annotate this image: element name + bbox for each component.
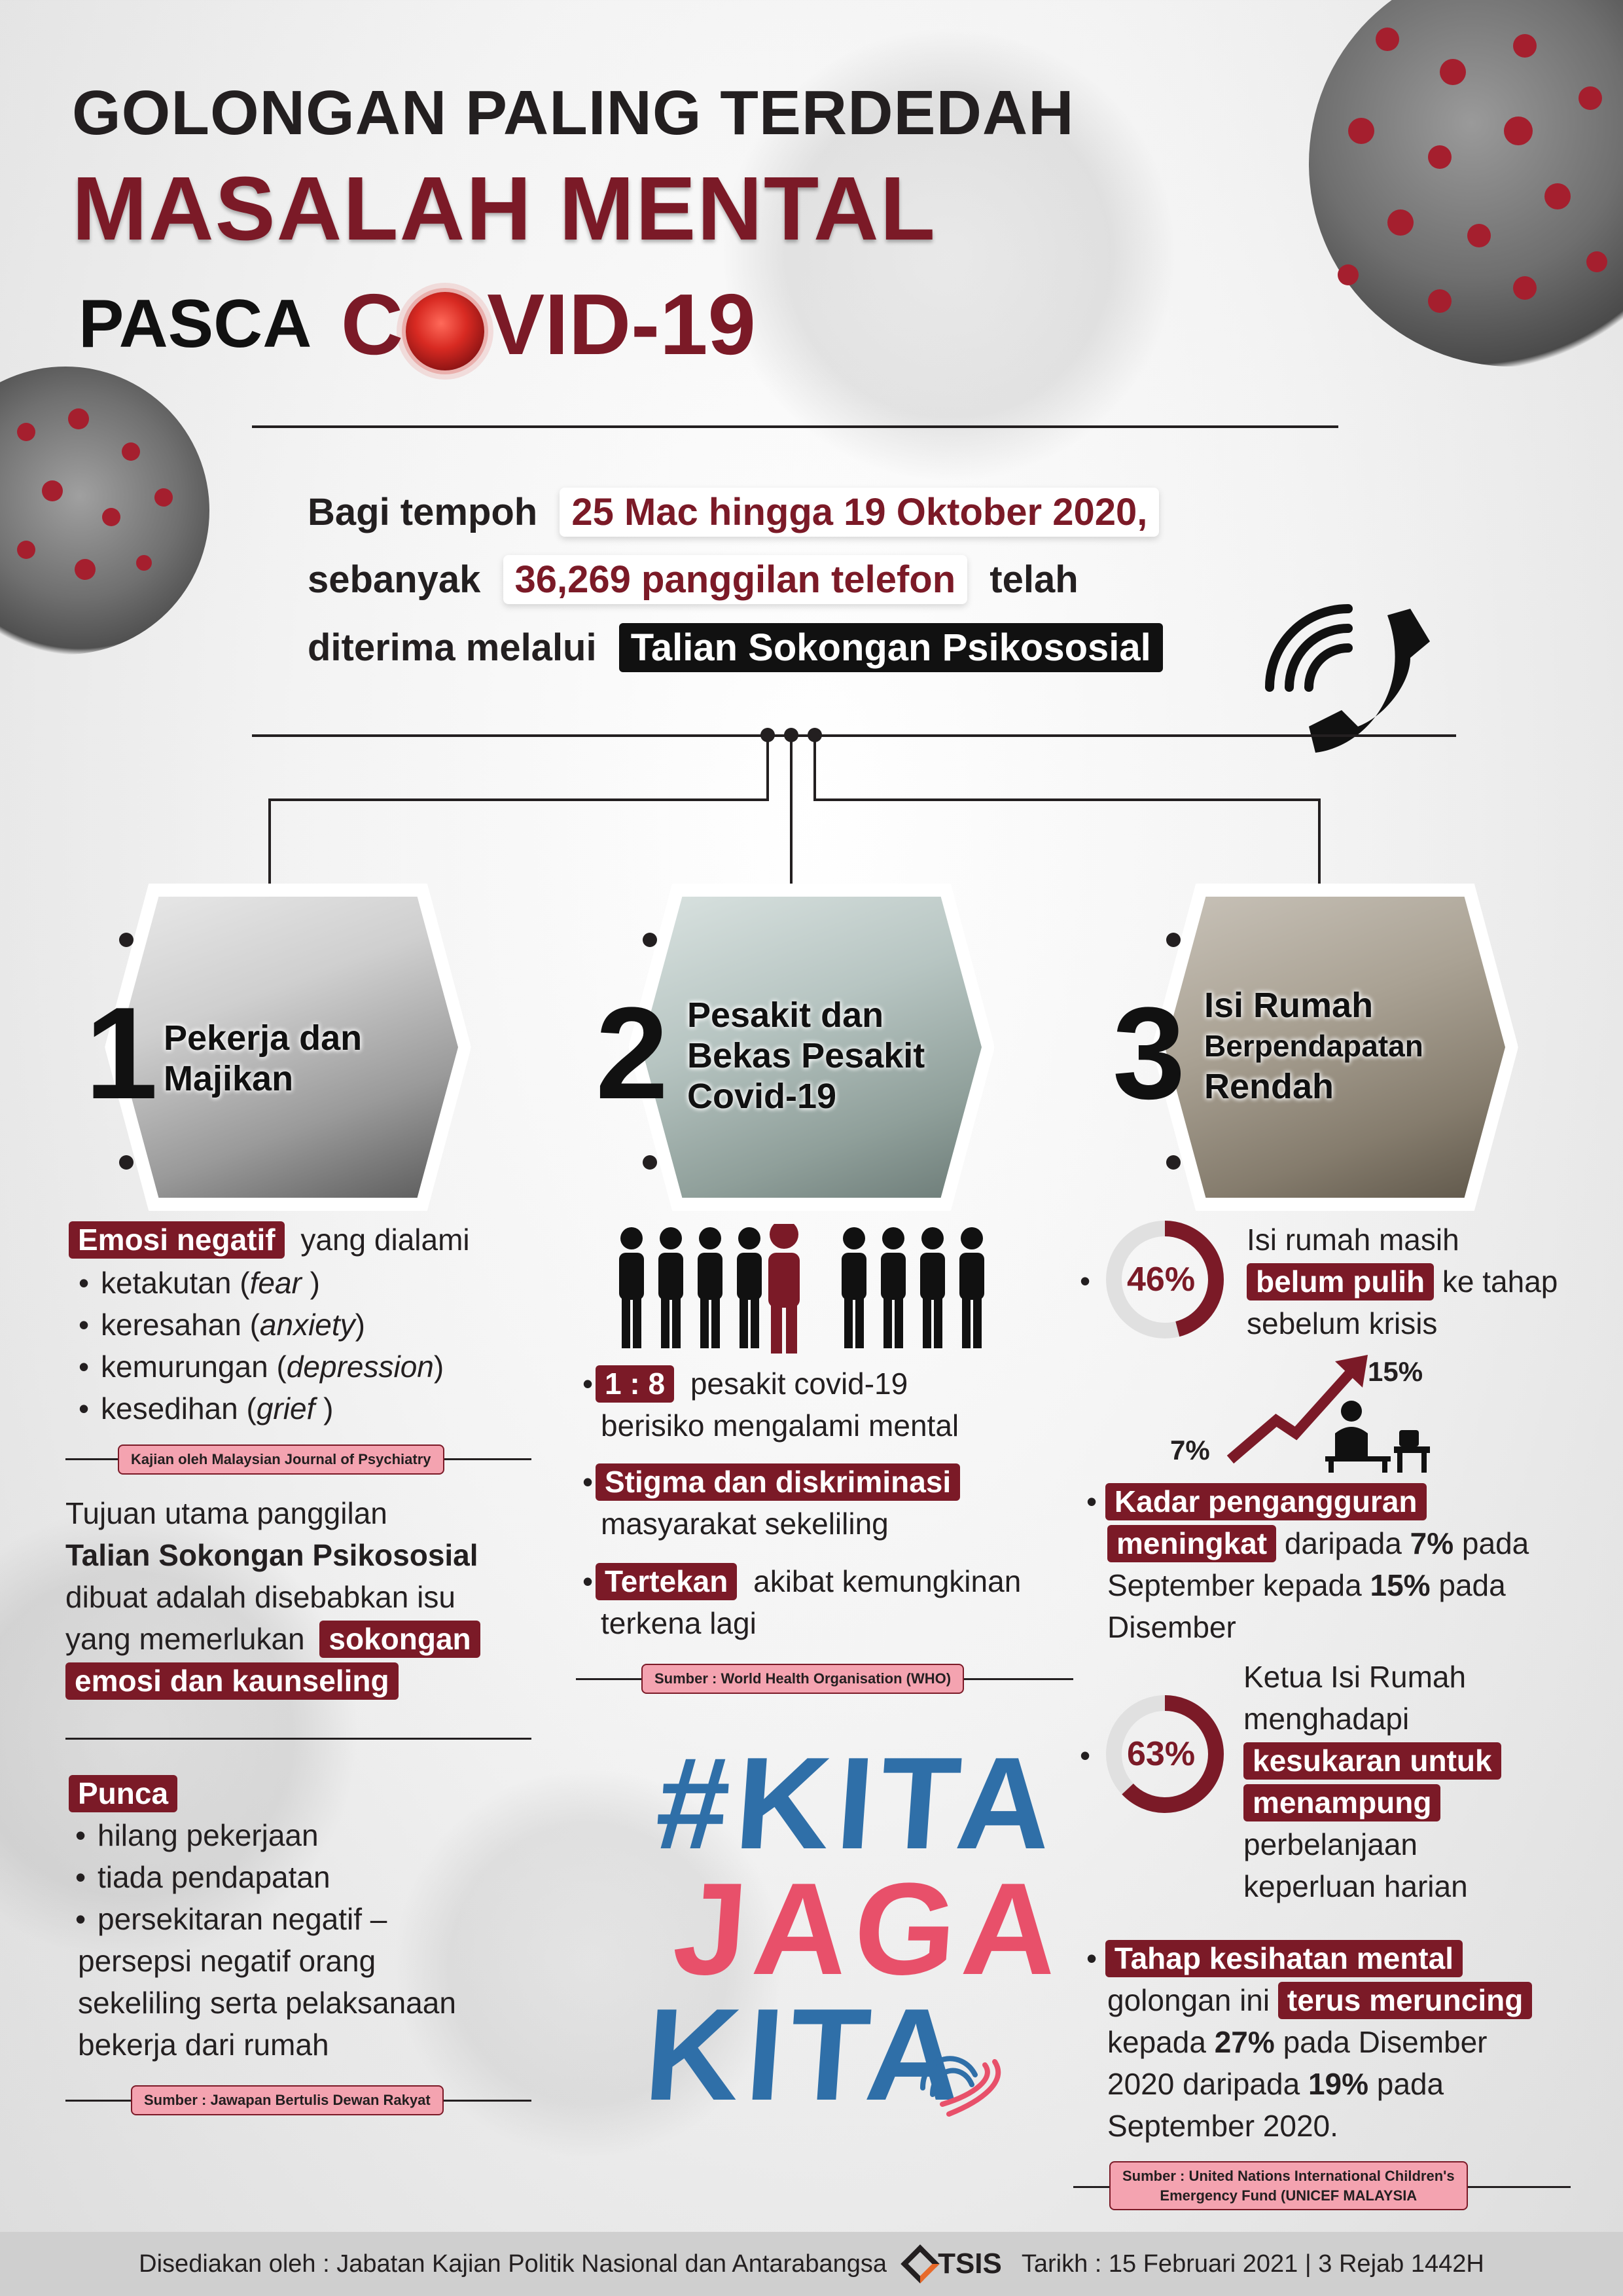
col3-mental-l2-pre: kepada xyxy=(1107,2025,1206,2059)
col3-mental-pct1: 27% xyxy=(1214,2025,1275,2059)
category-2-label-b: Bekas Pesakit xyxy=(687,1036,925,1075)
col3-mental-tag2: terus meruncing xyxy=(1278,1982,1532,2019)
virus-spikes-top-right xyxy=(1309,0,1623,393)
col3-source-tag xyxy=(1109,2161,1468,2210)
intro-text-3: telah xyxy=(990,558,1079,601)
col3-stat1 xyxy=(1247,1219,1558,1344)
category-1-dot-bottom xyxy=(119,1155,134,1170)
col1-divider xyxy=(65,1738,531,1740)
col3-unemp-l2: September kepada xyxy=(1107,1568,1362,1602)
people-icon xyxy=(615,1224,995,1355)
category-2-dot-bottom xyxy=(643,1155,657,1170)
col3-mental-tag1: Tahap kesihatan mental xyxy=(1105,1940,1463,1977)
footer-bar xyxy=(0,2232,1623,2296)
col1-emotion-list xyxy=(72,1262,444,1429)
category-3-label-b: Berpendapatan xyxy=(1204,1029,1423,1063)
col2-tertekan-l2: terkena lagi xyxy=(601,1606,757,1640)
category-2-number: 2 xyxy=(596,980,669,1126)
col1-emotion-item: • ketakutan (fear ) xyxy=(72,1262,444,1304)
phone-icon xyxy=(1250,589,1446,785)
col2-ratio-l1: pesakit covid-19 xyxy=(690,1367,908,1401)
category-2-label-a: Pesakit dan xyxy=(687,996,884,1035)
col3-stat1-l1: Isi rumah masih xyxy=(1247,1223,1459,1257)
intro-period: 25 Mac hingga 19 Oktober 2020, xyxy=(560,488,1159,537)
col2-stigma-l2: masyarakat sekeliling xyxy=(601,1507,889,1541)
col1-purpose-l5-row xyxy=(65,1660,480,1702)
intro-text-2: sebanyak xyxy=(308,558,481,601)
col3-source xyxy=(1109,2161,1468,2210)
col3-source-l2: Emergency Fund (UNICEF MALAYSIA xyxy=(1160,2187,1418,2204)
intro-line-1 xyxy=(308,488,1159,537)
intro-hotline: Talian Sokongan Psikososial xyxy=(619,623,1163,672)
col1-source2-tag: Sumber : Jawapan Bertulis Dewan Rakyat xyxy=(131,2085,444,2115)
category-3-label xyxy=(1204,985,1423,1107)
col3-stat1-tag: belum pulih xyxy=(1247,1263,1434,1300)
col3-unemp: • Kadar pengangguran meningkat daripada 7% pada September kepada 15% pada Disember xyxy=(1086,1480,1529,1648)
intro-calls: 36,269 panggilan telefon xyxy=(503,555,968,604)
col3-source-l1: Sumber : United Nations International Children's xyxy=(1122,2168,1455,2184)
col1-purpose-tag2: emosi dan kaunseling xyxy=(65,1662,399,1700)
title-covid-c: C xyxy=(340,276,404,372)
category-1-label xyxy=(164,1018,362,1099)
donut-63-value: 63% xyxy=(1127,1735,1196,1773)
title-line-3 xyxy=(79,275,756,372)
col3-stat2-tag2: menampung xyxy=(1243,1784,1440,1821)
col3-unemp-pct2: 15% xyxy=(1370,1568,1431,1602)
col1-purpose-l2: Talian Sokongan Psikososial xyxy=(65,1538,478,1572)
title-divider xyxy=(252,425,1338,428)
col1-purpose-l3: dibuat adalah disebabkan isu xyxy=(65,1580,455,1614)
category-3-label-a: Isi Rumah xyxy=(1204,986,1374,1025)
col1-emotion-item: • kemurungan (depression) xyxy=(72,1346,444,1388)
col2-tertekan xyxy=(576,1560,1021,1644)
tree-dot-1 xyxy=(760,728,775,742)
col3-stat1-l2: ke tahap xyxy=(1442,1265,1558,1299)
category-2-label xyxy=(687,995,925,1117)
col3-mental-l2-post: pada Disember xyxy=(1283,2025,1488,2059)
col1-emosi-tag: Emosi negatif xyxy=(69,1221,285,1259)
category-2-label-c: Covid-19 xyxy=(687,1077,837,1116)
col1-source1 xyxy=(118,1444,444,1475)
col3-unemp-pct1: 7% xyxy=(1410,1526,1454,1560)
category-1-label-b: Majikan xyxy=(164,1059,294,1098)
col1-punca-cont: bekerja dari rumah xyxy=(78,2028,329,2062)
title-covid xyxy=(341,276,756,372)
col1-emotion-item: • kesedihan (grief ) xyxy=(72,1388,444,1429)
col1-emotion-item: • keresahan (anxiety) xyxy=(72,1304,444,1346)
col2-source-tag: Sumber : World Health Organisation (WHO) xyxy=(641,1664,964,1694)
col3-mental-l1: golongan ini xyxy=(1107,1983,1270,2017)
col3-stat2-l2: menghadapi xyxy=(1243,1702,1410,1736)
footer-prepared: Disediakan oleh : Jabatan Kajian Politik Nasional dan Antarabangsa xyxy=(139,2250,887,2278)
col3-stat1-l3: sebelum krisis xyxy=(1247,1306,1438,1340)
donut-46-value: 46% xyxy=(1127,1261,1196,1299)
intro-text-4: diterima melalui xyxy=(308,626,597,669)
col1-purpose-l4-row xyxy=(65,1618,480,1660)
category-1-label-a: Pekerja dan xyxy=(164,1018,363,1058)
col1-emosi-rest: yang dialami xyxy=(300,1223,470,1257)
col3-stat2-l1: Ketua Isi Rumah xyxy=(1243,1660,1467,1694)
title-line-2: MASALAH MENTAL xyxy=(72,158,936,259)
intro-line-3 xyxy=(308,623,1163,672)
footer-logo-text: TSIS xyxy=(938,2248,1002,2280)
col3-mental-pct2: 19% xyxy=(1308,2067,1369,2101)
category-1-number: 1 xyxy=(85,980,158,1126)
category-1-dot-top xyxy=(119,933,134,947)
col3-stat2-l3: perbelanjaan xyxy=(1243,1827,1418,1861)
category-3-dot-bottom xyxy=(1166,1155,1181,1170)
jobless-person-icon xyxy=(1322,1394,1433,1473)
col3-mental: • Tahap kesihatan mental golongan ini terus meruncing kepada 27% pada Disember 2020 daripada 19% pada September 2020. xyxy=(1086,1937,1532,2147)
col1-punca-item: • persekitaran negatif – xyxy=(69,1898,456,1940)
col3-stat2 xyxy=(1243,1656,1501,1907)
col2-tertekan-tag: Tertekan xyxy=(596,1563,737,1600)
trend-low-label: 7% xyxy=(1170,1435,1210,1465)
col1-purpose xyxy=(65,1492,480,1702)
col2-ratio-tag: 1 : 8 xyxy=(596,1365,674,1403)
tsis-logo-icon xyxy=(901,2244,939,2283)
col3-unemp-l1: daripada xyxy=(1284,1526,1402,1560)
col1-source2 xyxy=(131,2085,444,2115)
title-pasca: PASCA xyxy=(79,286,312,362)
col2-source xyxy=(641,1664,964,1694)
col1-punca-item: • hilang pekerjaan xyxy=(69,1814,456,1856)
footer-date: Tarikh : 15 Februari 2021 | 3 Rejab 1442H xyxy=(1021,2250,1484,2278)
virus-o-icon xyxy=(406,292,484,370)
hashtag-line-2: JAGA xyxy=(669,1856,1069,2002)
col3-mental-l3-pre: 2020 daripada xyxy=(1107,2067,1300,2101)
col3-mental-l3-post: pada xyxy=(1376,2067,1444,2101)
col3-unemp-tag2: meningkat xyxy=(1107,1525,1276,1562)
col3-mental-l4: September 2020. xyxy=(1107,2109,1338,2143)
hashtag-line-1: #KITA xyxy=(651,1731,1063,1876)
col1-punca xyxy=(69,1772,456,2066)
col2-tertekan-l1: akibat kemungkinan xyxy=(753,1564,1022,1598)
col1-source1-tag: Kajian oleh Malaysian Journal of Psychiatry xyxy=(118,1444,444,1475)
col3-stat1-bullet: • xyxy=(1080,1264,1091,1298)
fingerprint-heart-icon xyxy=(910,2042,1014,2134)
col1-punca-tag: Punca xyxy=(69,1775,177,1812)
col1-punca-item: • tiada pendapatan xyxy=(69,1856,456,1898)
col3-unemp-l3: Disember xyxy=(1107,1610,1236,1644)
footer-logo xyxy=(906,2248,1002,2280)
col3-unemp-tag1: Kadar pengangguran xyxy=(1105,1483,1427,1520)
col3-stat2-tag1: kesukaran untuk xyxy=(1243,1742,1501,1780)
category-3-label-c: Rendah xyxy=(1204,1067,1334,1106)
col1-punca-cont: sekeliling serta pelaksanaan xyxy=(78,1986,456,2020)
intro-line-2 xyxy=(308,555,1079,604)
col1-punca-cont: persepsi negatif orang xyxy=(78,1944,376,1978)
category-3-number: 3 xyxy=(1113,980,1186,1126)
col1-purpose-l1: Tujuan utama panggilan xyxy=(65,1496,387,1530)
col2-ratio xyxy=(576,1363,959,1446)
col1-purpose-l4: yang memerlukan xyxy=(65,1622,305,1656)
trend-high-label: 15% xyxy=(1368,1356,1423,1387)
title-covid-rest: VID-19 xyxy=(487,276,756,372)
col2-stigma xyxy=(576,1461,960,1545)
tree-dot-2 xyxy=(784,728,798,742)
virus-spikes-left xyxy=(0,393,209,628)
hashtag-line-3-text: KITA xyxy=(640,1982,973,2128)
category-2-dot-top xyxy=(643,933,657,947)
col2-stigma-tag: Stigma dan diskriminasi xyxy=(596,1463,960,1501)
col1-purpose-tag1: sokongan xyxy=(319,1621,480,1658)
title-line-1: GOLONGAN PALING TERDEDAH xyxy=(72,78,1075,148)
col3-stat2-bullet: • xyxy=(1080,1738,1091,1772)
col3-stat2-l4: keperluan harian xyxy=(1243,1869,1468,1903)
tree-top-line xyxy=(252,734,1456,737)
col2-ratio-l2: berisiko mengalami mental xyxy=(601,1408,959,1443)
col3-unemp-l2-end: pada xyxy=(1438,1568,1506,1602)
col3-unemp-l1-end: pada xyxy=(1461,1526,1529,1560)
tree-dot-3 xyxy=(808,728,822,742)
category-3-dot-top xyxy=(1166,933,1181,947)
intro-text-1: Bagi tempoh xyxy=(308,491,538,533)
col1-emosi xyxy=(69,1219,470,1261)
